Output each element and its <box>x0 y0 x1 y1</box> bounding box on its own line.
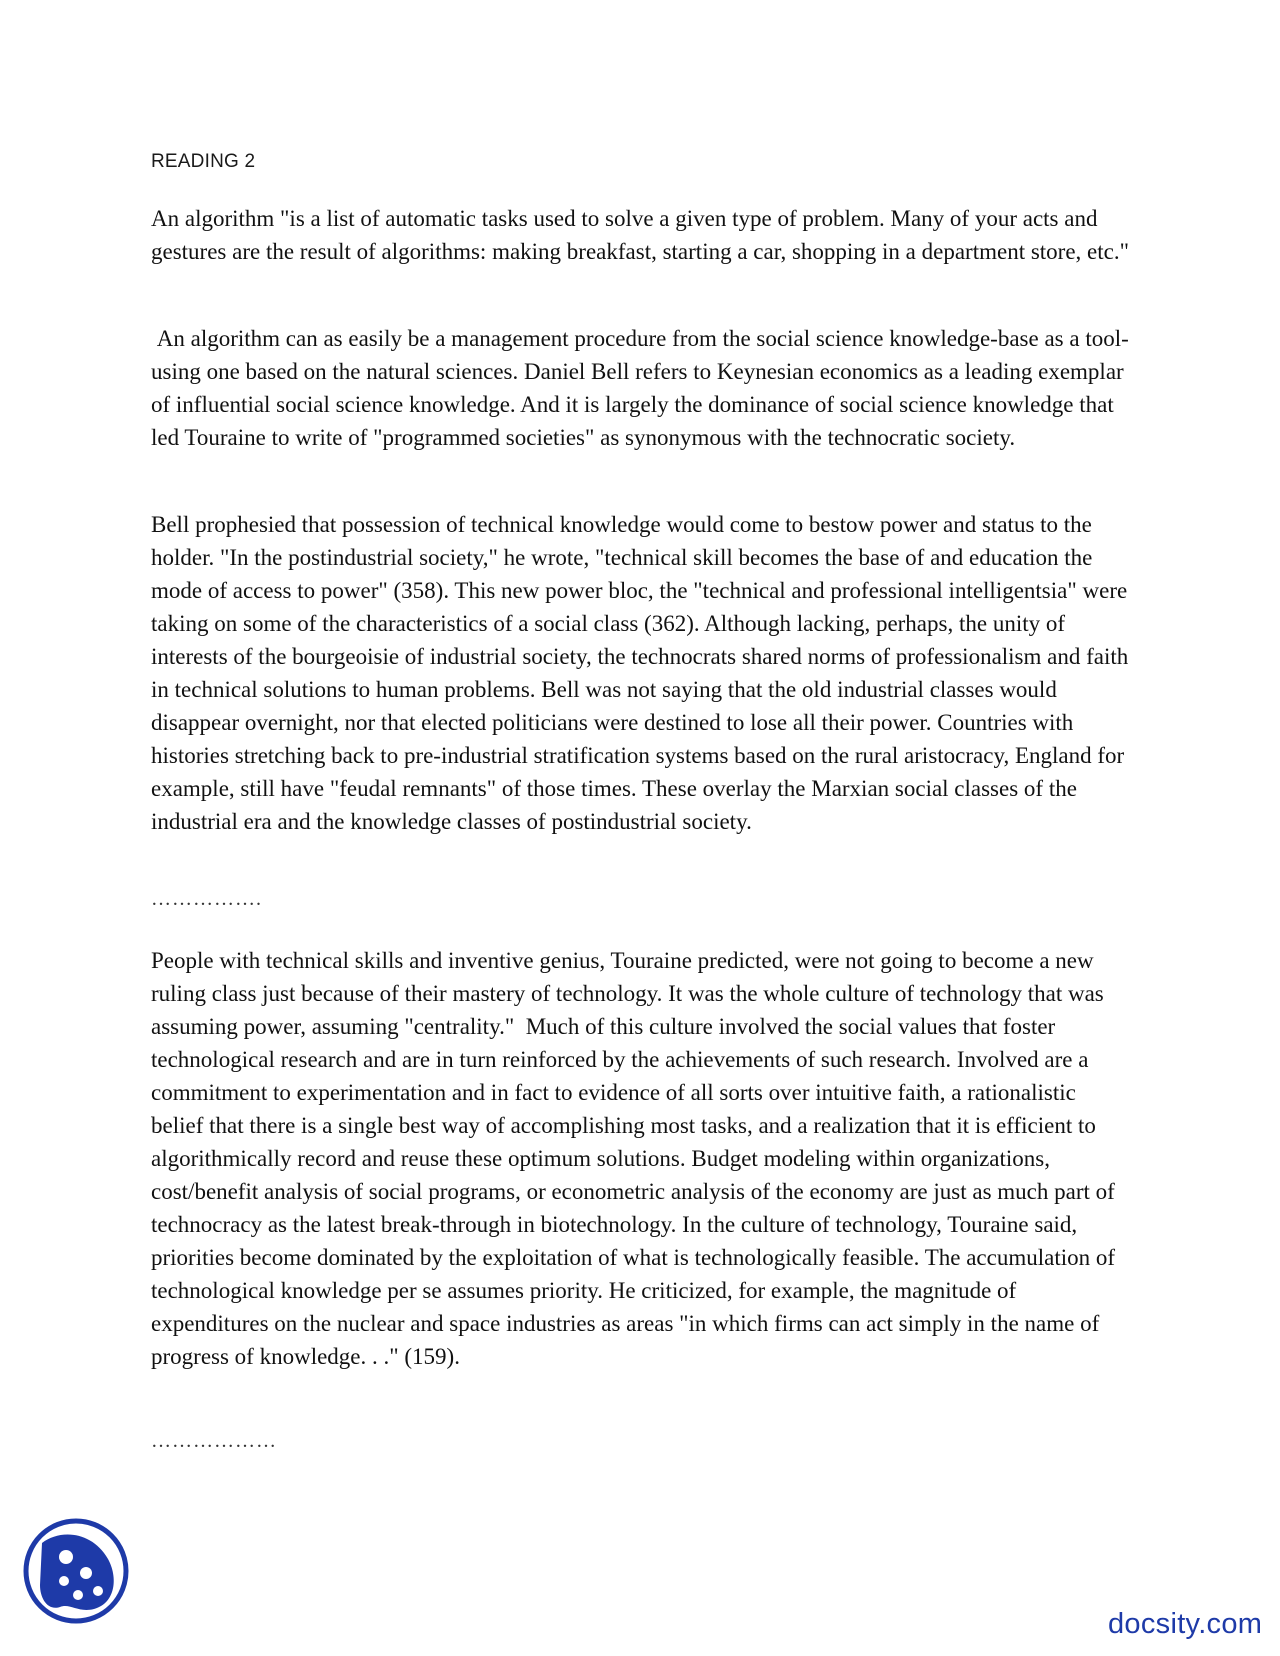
docsity-logo-icon[interactable] <box>20 1515 132 1627</box>
section-separator-2: ……………… <box>151 1430 277 1452</box>
section-separator-1: ……………. <box>151 888 262 910</box>
docsity-logo-svg <box>20 1515 132 1627</box>
paragraph-1: An algorithm "is a list of automatic tasks used to solve a given type of problem. Many of your acts and gestures are the result of algorithms: making breakfast, starting a car, shopping in a department store, etc." <box>151 206 1129 264</box>
paragraph-2: An algorithm can as easily be a management procedure from the social science knowledge-base as a tool-using one based on the natural sciences. Daniel Bell refers to Keynesian economics as a leading exemplar of influential social science knowledge. And it is largely the dominance of social science knowledge that led Touraine to write of "programmed societies" as synonymous with the technocratic society. <box>151 326 1130 450</box>
docsity-brand-link[interactable]: docsity.com <box>1108 1608 1263 1640</box>
paragraph-4: People with technical skills and inventive genius, Touraine predicted, were not going to become a new ruling class just because of their mastery of technology. It was the whole culture of technology that was assuming power, assuming "centrality." Much of this culture involved the social values that foster technological research and are in turn reinforced by the achievements of such research. Involved are a commitment to experimentation and in fact to evidence of all sorts over intuitive faith, a rationalistic belief that there is a single best way of accomplishing most tasks, and a realization that it is efficient to algorithmically record and reuse these optimum solutions. Budget modeling within organizations, cost/benefit analysis of social programs, or econometric analysis of the economy are just as much part of technocracy as the latest break-through in biotechnology. In the culture of technology, Touraine said, priorities become dominated by the exploitation of what is technologically feasible. The accumulation of technological knowledge per se assumes priority. He criticized, for example, the magnitude of expenditures on the nuclear and space industries as areas "in which firms can act simply in the name of progress of knowledge. . ." (159). <box>151 948 1121 1369</box>
document-heading: READING 2 <box>151 151 256 172</box>
paragraph-3: Bell prophesied that possession of technical knowledge would come to bestow power and status to the holder. "In the postindustrial society," he wrote, "technical skill becomes the base of and education the mode of access to power" (358). This new power bloc, the "technical and professional intelligentsia" were taking on some of the characteristics of a social class (362). Although lacking, perhaps, the unity of interests of the bourgeoisie of industrial society, the technocrats shared norms of professionalism and faith in technical solutions to human problems. Bell was not saying that the old industrial classes would disappear overnight, nor that elected politicians were destined to lose all their power. Countries with histories stretching back to pre-industrial stratification systems based on the rural aristocracy, England for example, still have "feudal remnants" of those times. These overlay the Marxian social classes of the industrial era and the knowledge classes of postindustrial society. <box>151 512 1129 834</box>
